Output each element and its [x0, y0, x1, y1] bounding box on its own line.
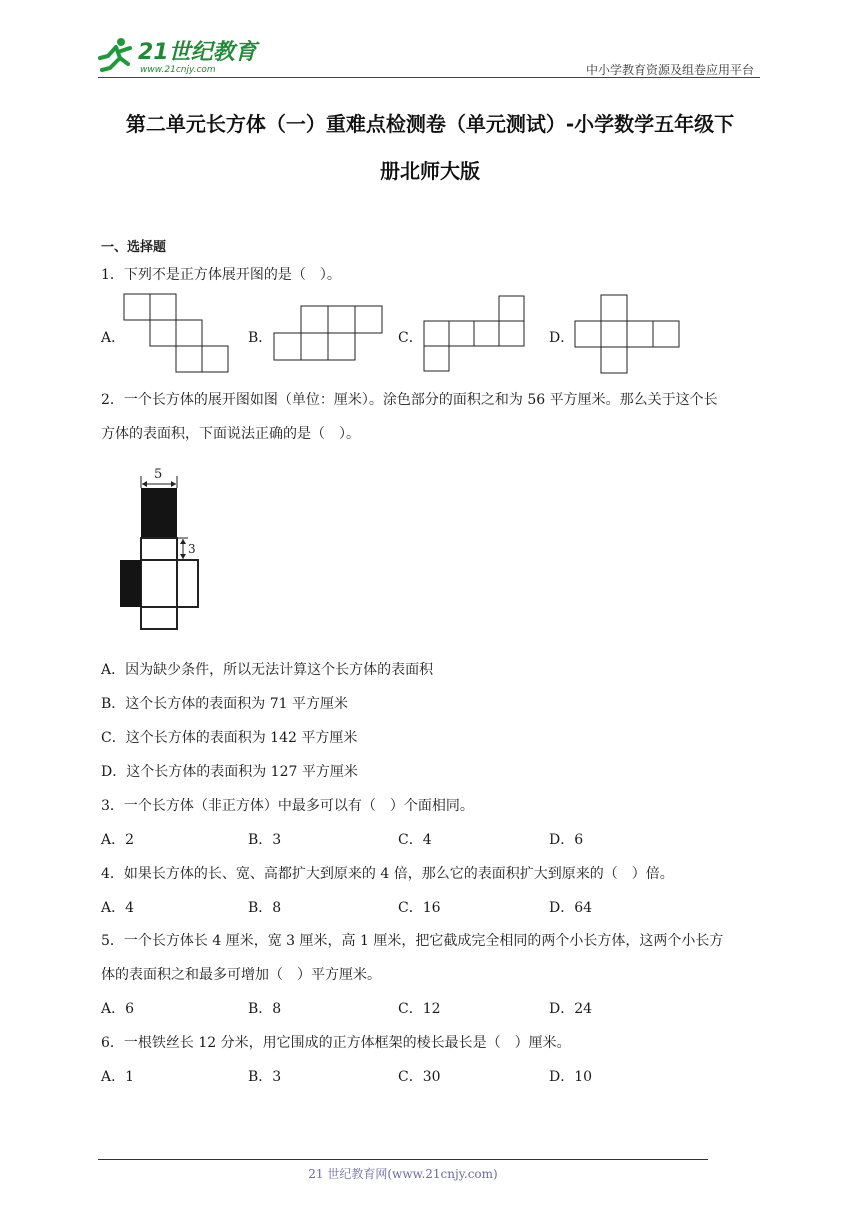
q2-option-a: A．因为缺少条件，所以无法计算这个长方体的表面积 — [101, 662, 434, 678]
q6-option-a: A．1 — [101, 1069, 135, 1085]
question-2-text-line1: 2．一个长方体的展开图如图（单位：厘米）。涂色部分的面积之和为 56 平方厘米。那么关于这个长 — [101, 392, 718, 408]
q6-option-d: D．10 — [549, 1069, 593, 1085]
section-heading: 一、选择题 — [101, 240, 167, 255]
q3-option-c: C．4 — [398, 832, 432, 848]
page-title-line1: 第二单元长方体（一）重难点检测卷（单元测试）-小学数学五年级下 — [125, 112, 735, 136]
q1-option-d-net — [572, 293, 682, 375]
q3-option-d: D．6 — [549, 832, 584, 848]
question-1-text: 1．下列不是正方体展开图的是（ ）。 — [101, 267, 341, 283]
q1-option-c-net — [421, 294, 529, 374]
q5-option-b: B．8 — [248, 1001, 282, 1017]
footer-divider — [98, 1159, 708, 1160]
site-label: 中小学教育资源及组卷应用平台 — [585, 63, 754, 77]
q5-option-c: C．12 — [398, 1001, 441, 1017]
q2-option-b: B．这个长方体的表面积为 71 平方厘米 — [101, 696, 349, 712]
logo-21cnjy — [94, 36, 266, 76]
q1-option-a-label: A． — [101, 330, 126, 346]
header-divider — [98, 77, 760, 78]
logo-text: 21世纪教育 — [138, 40, 257, 65]
q4-option-d: D．64 — [549, 900, 593, 916]
q4-option-c: C．16 — [398, 900, 441, 916]
q3-option-a: A．2 — [101, 832, 135, 848]
q1-option-d-label: D． — [549, 330, 575, 346]
q2-option-c: C．这个长方体的表面积为 142 平方厘米 — [101, 730, 358, 746]
question-5-text-line2: 体的表面积之和最多可增加（ ）平方厘米。 — [101, 967, 381, 983]
q4-option-a: A．4 — [101, 900, 135, 916]
runner-icon — [100, 38, 130, 70]
q4-option-b: B．8 — [248, 900, 282, 916]
q1-option-a-net — [120, 292, 235, 374]
q1-option-c-label: C． — [398, 330, 423, 346]
shaded-face-left — [120, 560, 141, 607]
q2-height-label: 3 — [188, 542, 196, 556]
question-5-text-line1: 5．一个长方体长 4 厘米，宽 3 厘米，高 1 厘米，把它截成完全相同的两个小长方体，这两个小长方 — [101, 933, 724, 949]
question-2-text-line2: 方体的表面积，下面说法正确的是（ ）。 — [101, 426, 360, 442]
q2-cuboid-net-figure — [114, 460, 214, 636]
footer-link[interactable]: 21 世纪教育网(www.21cnjy.com) — [308, 1167, 498, 1181]
q5-option-a: A．6 — [101, 1001, 135, 1017]
q5-option-d: D．24 — [549, 1001, 593, 1017]
q3-option-b: B．3 — [248, 832, 282, 848]
shaded-face-top — [141, 488, 177, 538]
q6-option-b: B．3 — [248, 1069, 282, 1085]
question-6-text: 6．一根铁丝长 12 分米，用它围成的正方体框架的棱长最长是（ ）厘米。 — [101, 1035, 571, 1051]
question-3-text: 3．一个长方体（非正方体）中最多可以有（ ）个面相同。 — [101, 798, 474, 814]
q2-option-d: D．这个长方体的表面积为 127 平方厘米 — [101, 764, 358, 780]
q2-width-label: 5 — [154, 467, 163, 482]
q6-option-c: C．30 — [398, 1069, 441, 1085]
q1-option-b-label: B． — [248, 330, 273, 346]
logo-url: www.21cnjy.com — [140, 65, 216, 75]
q1-option-b-net — [270, 304, 386, 364]
question-4-text: 4．如果长方体的长、宽、高都扩大到原来的 4 倍，那么它的表面积扩大到原来的（ ）倍。 — [101, 866, 674, 882]
page-title-line2: 册北师大版 — [380, 159, 480, 183]
